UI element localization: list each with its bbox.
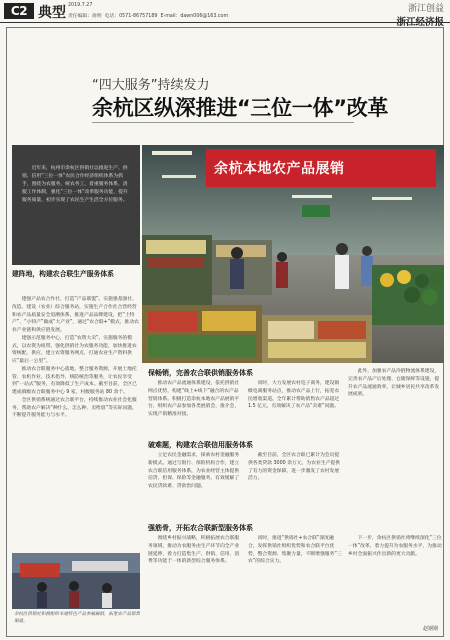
sec2-col2: [248, 452, 342, 483]
sec3-col2: [248, 535, 342, 566]
sec3-col3: [348, 535, 442, 558]
sec1-col1: [148, 380, 242, 419]
sec3-paragraph: 同时，推进“供销社+农合联”深度融合，发挥供销社组织优势和农合联平台优势，整合资源、集聚力量，不断增强服务“三农”的综合实力。: [248, 536, 342, 565]
sec2-paragraph: 立足农民金融需求，探索农村金融服务新模式。通过与银行、保险机构合作，建立农合联信用服务体系，为农业经营主体提供信贷、担保、保险等金融服务，有效缓解了农民贷款难、贷款贵问题。: [148, 453, 240, 490]
photo-caption: 余杭区供销社积极组织本地特色产品参展展销，拓宽农产品销售渠道。: [14, 612, 140, 624]
sec1-paragraph: 同时，大力发展农村电子商务，建设镇级电商服务站点，推动农产品上行，拓宽农民增收渠道。全年累计帮助销售农产品超过 1.5 亿元，有效解决了农产品“卖难”问题。: [248, 381, 340, 410]
market-photo: [142, 145, 444, 363]
header-divider: [0, 22, 450, 23]
article-kicker: “四大服务”持续发力: [92, 78, 210, 93]
expo-photo: [12, 553, 140, 609]
article-author: 赵钢钢: [422, 626, 438, 632]
editor-name: 俞明: [92, 14, 102, 19]
left-paragraph: 推动农合联服务中心落地，整合服务资源，开展土地托管、农机作业、技术指导、统防统治等服务，让农民享受到“一站式”服务，有效降低了生产成本。截至目前，全区已建成镇级农合联服务中心 9 家，村级服务站 80 余个。: [12, 366, 137, 396]
section-heading-sales: 保畅销，完善农合联供销服务体系: [148, 369, 253, 377]
header-date: 2019.7.27: [68, 3, 93, 8]
sec1-col2: [248, 380, 342, 411]
header-email: E-mail：dawn006@163.com: [160, 14, 229, 19]
header-phone: 电话：0571-86757189: [104, 14, 158, 19]
sec2-paragraph: 截至目前，全区农合联已累计为会员提供各类贷款 3000 余万元，为农业生产提供了有力的资金保障，进一步激发了农村发展活力。: [248, 453, 341, 482]
page-number: C2: [4, 3, 34, 19]
sec3-col1: [148, 535, 242, 566]
section-heading-credit: 破难题，构建农合联信用服务体系: [148, 441, 253, 449]
left-section-heading: 建阵地，构建农合联生产服务体系: [12, 270, 114, 278]
editor-label: 责任编辑：: [68, 14, 92, 19]
expo-photo-illustration: [12, 553, 140, 609]
left-paragraph: 建强产品农合作社，打造“产品联盟”。实施强基强社、改造、建设（农业）综合服务站，实施生产合作社合营经营和农产品质量安全追溯体系，推进产品品牌建设，把“土特产”、“小特产”做成“大产业”，通过“农合联+”模式，推动农业产业链和供应链发展。: [12, 297, 139, 334]
market-banner: 余杭本地农产品展销: [206, 149, 436, 187]
header-editor-info: [68, 12, 228, 19]
left-paragraph: 建强示范服务中心，打造“农资大卖”。实施服务的模式，以农资为纽带。强化供销社为农服务功能，加快推进农资统配、供应，建立农资服务网点，打通农业生产资料供应“最后一公里”。: [12, 335, 137, 365]
sec2-col1: [148, 452, 242, 491]
brand-logo: [396, 14, 444, 28]
sec1-col3: [348, 368, 442, 399]
sec3-paragraph: 下一步，余杭区供销社将继续深化“三位一体”改革，着力提升为农服务水平，为推动乡村全面振兴作出新的更大贡献。: [348, 536, 442, 557]
section-title: 典型: [38, 5, 66, 21]
section-heading-new-services: 强筋骨，开拓农合联新型服务体系: [148, 524, 253, 532]
left-paragraph: 全区供销系统通过农合联平台，持续推动农业社会化服务，帮助农户解决“种什么、怎么种、卖给谁”等实际问题，不断提升服务能力与水平。: [12, 397, 137, 419]
sec1-paragraph: 推动农产品流通体系建设，依托供销社网点优势，构建“线上+线下”融合的农产品营销体系。积极打造余杭本地农产品展销平台，组织农产品参加各类展销会、推介会，实现产销精准对接。: [148, 381, 240, 418]
article-headline: 余杭区纵深推进“三位一体”改革: [92, 96, 389, 120]
left-column-text: [12, 296, 140, 420]
brand-top: 浙江创益: [407, 4, 444, 14]
intro-box: [12, 145, 140, 265]
newspaper-brand: [396, 1, 444, 28]
sec3-paragraph: 围绕乡村振兴战略，积极拓展农合联服务领域，推动为农服务由生产环节向全产业链延伸，着力打造集生产、供销、信用、消费等功能于一体的新型综合服务体系。: [148, 536, 240, 565]
headline-rule: [92, 122, 354, 123]
intro-text: 近年来，杭州市余杭区供销社以推进生产、供销、信用“三位一体”农民合作经济组织体系为抓手，围绕为农服务，统农务工，着重服务体系、清服工作体制，强化“三位一体”改革服务功能，提升服务质量，初步实现了农民生产生活全方位服务。: [22, 166, 128, 203]
sec1-paragraph: 此外，加强农产品冷链物流体系建设，完善农产品产后处理、仓储保鲜等设施，提升农产品流通效率，让城乡居民共享改革发展成果。: [348, 369, 440, 398]
